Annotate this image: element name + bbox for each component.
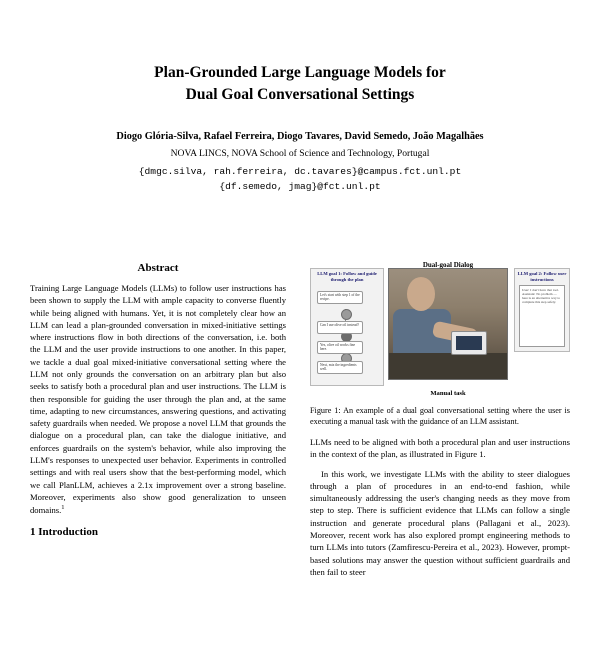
figure-center-top-label: Dual-goal Dialog [422, 262, 474, 269]
figure-center-photo [388, 268, 508, 380]
author-emails [60, 165, 540, 194]
figure-panel-right [514, 268, 570, 352]
right-column [310, 262, 570, 585]
user-instruction-bubble: User: I don't have that tool. Assistant: No problem — here is an alternative way to complete this step safely. [519, 285, 565, 347]
dialog-bubble: Next, mix the ingredients well. [317, 361, 363, 374]
abstract-footnote-marker: 1 [61, 504, 65, 512]
right-column-paragraph-2: In this work, we investigate LLMs with the ability to steer dialogues through a plan of procedures in an end-to-end fashion, while simultaneously addressing the user's changing needs as they move from step to step. There is sufficient evidence that LLMs can follow a single instruction and generate procedural plans (Pallagani et al., 2023). Moreover, recent work has also explored prompt engineering methods to turn LLMs into tutors (Zamfirescu-Pereira et al., 2023). However, prompt-based solutions may answer the question without sufficient guardrails and then fail to steer [310, 468, 570, 577]
device-screen [456, 336, 482, 350]
dialog-bubble: Yes, olive oil works fine here. [317, 341, 363, 354]
figure-1-image [310, 262, 570, 397]
author-list: Diogo Glória-Silva, Rafael Ferreira, Diogo Tavares, David Semedo, João Magalhães [116, 130, 484, 142]
two-column-body [0, 262, 600, 585]
figure-panel-left-title: LLM goal 1: Follow and guide through the plan [317, 271, 377, 282]
figure-1-caption: Figure 1: An example of a dual goal conversational setting where the user is executing a manual task with the guidance of an LLM assistant. [310, 406, 570, 427]
figure-panel-right-title: LLM goal 2: Follow user instructions [517, 271, 567, 282]
abstract-paragraph: Training Large Language Models (LLMs) to follow user instructions has been shown to supply the LLM with ample capacity to converse fluently while being aligned with humans. Yet, it is not completely clear how an LLM can lead a plan-grounded conversation in mixed-initiative settings where instructions flow in both directions of the conversation, i.e. both the LLM and the user provide instructions to one another. In this paper, we tackle a dual goal mixed-initiative conversational setting where the LLM not only grounds the conversation on an arbitrary plan but also seeks to satisfy both a procedural plan and user instructions. The LLM is then responsible for guiding the user through the plan and, at the same time, adapting to new circumstances, answering questions, and activating safety guardrails when needed. We propose a novel LLM that grounds the dialogue on a procedural plan, can take the dialogue initiative, and enforces guardrails on the system's behavior, while also improving the LLM's responses to unexpected user behavior. Experiments in controlled settings and with real users show that the best-performing model, which we call PlanLLM, achieves a 2.1x improvement over a strong baseline. Moreover, experiments also show good generalization to unseen domains. [30, 283, 286, 515]
person-head [407, 277, 435, 311]
abstract-heading: Abstract [137, 262, 179, 274]
paper-title-line-2: Dual Goal Conversational Settings [185, 86, 415, 104]
dialog-bubble: Let's start with step 1 of the recipe. [317, 291, 363, 304]
assistant-device [451, 331, 487, 355]
work-surface [389, 353, 508, 379]
figure-center-bottom-label: Manual task [430, 390, 466, 397]
dialog-bubble: Can I use olive oil instead? [317, 321, 363, 334]
figure-1 [310, 262, 570, 428]
affiliation: NOVA LINCS, NOVA School of Science and Technology, Portugal [170, 148, 430, 160]
email-line-2: {df.semedo, jmag}@fct.unl.pt [219, 180, 381, 192]
paper-title [60, 62, 540, 107]
paper-title-line-1: Plan-Grounded Large Language Models for [154, 64, 446, 81]
abstract-text [30, 282, 286, 516]
title-block [0, 62, 600, 194]
email-line-1: {dmgc.silva, rah.ferreira, dc.tavares}@campus.fct.unl.pt [138, 166, 462, 178]
figure-panel-left [310, 268, 384, 386]
plan-step-node [341, 309, 352, 320]
right-column-paragraph-1: LLMs need to be aligned with both a procedural plan and user instructions in the context of the plan, as illustrated in Figure 1. [310, 436, 570, 460]
left-column [30, 262, 286, 585]
paper-page [0, 62, 600, 662]
section-heading-introduction: 1 Introduction [30, 526, 98, 539]
